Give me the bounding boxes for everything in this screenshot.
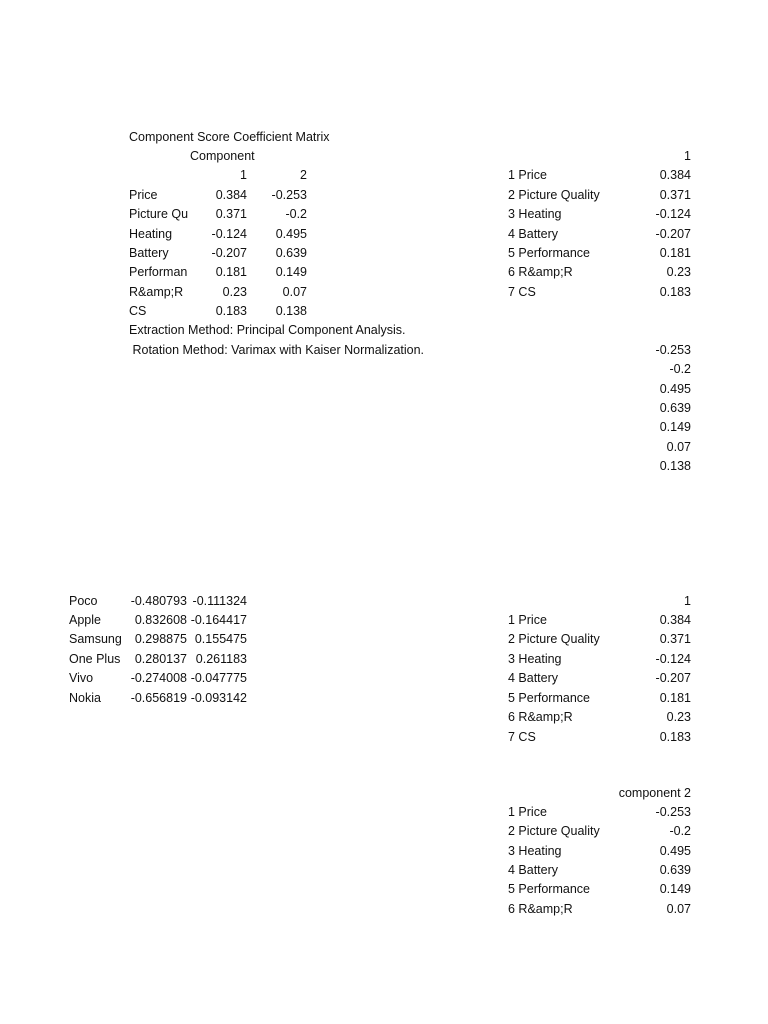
brand-name: Nokia: [69, 691, 101, 705]
brand-score-2: 0.155475: [194, 632, 247, 646]
matrix-cell: 0.138: [275, 304, 307, 318]
matrix-title: Component Score Coefficient Matrix: [129, 130, 330, 144]
table-row-value: 0.07: [666, 902, 691, 916]
column-1-header: 1: [240, 168, 247, 182]
matrix-cell: 0.384: [215, 188, 247, 202]
table-row-label: 6 R&amp;R: [508, 265, 573, 279]
matrix-cell: -0.253: [271, 188, 307, 202]
table-row-label: 7 CS: [508, 730, 536, 744]
column-2-header: 2: [300, 168, 307, 182]
table-row-value: 0.384: [659, 613, 691, 627]
table-row-value: -0.253: [655, 805, 691, 819]
matrix-cell: 0.495: [275, 227, 307, 241]
table-row-label: 4 Battery: [508, 863, 559, 877]
table-row-value: -0.124: [655, 652, 691, 666]
table-row-value: 0.181: [659, 246, 691, 260]
matrix-cell: 0.639: [275, 246, 307, 260]
matrix-cell: 0.183: [215, 304, 247, 318]
column-value: -0.2: [669, 362, 691, 376]
brand-score-1: -0.656819: [130, 691, 187, 705]
matrix-row-label: Picture Qu: [129, 207, 189, 221]
matrix-row-label: CS: [129, 304, 147, 318]
brand-score-1: 0.280137: [134, 652, 187, 666]
table-row-label: 5 Performance: [508, 882, 590, 896]
brand-score-2: -0.093142: [190, 691, 247, 705]
table-row-value: 0.181: [659, 691, 691, 705]
matrix-row-label: Heating: [129, 227, 173, 241]
table-header: component 2: [618, 786, 691, 800]
table-row-value: 0.384: [659, 168, 691, 182]
column-value: 0.495: [659, 382, 691, 396]
table-row-value: 0.371: [659, 188, 691, 202]
rotation-note: Rotation Method: Varimax with Kaiser Normalization.: [129, 343, 425, 357]
matrix-cell: 0.149: [275, 265, 307, 279]
column-value: 0.149: [659, 420, 691, 434]
table-row-value: 0.23: [666, 265, 691, 279]
table-header: 1: [684, 149, 691, 163]
table-row-label: 2 Picture Quality: [508, 824, 600, 838]
brand-name: Vivo: [69, 671, 94, 685]
table-row-label: 6 R&amp;R: [508, 902, 573, 916]
matrix-cell: -0.124: [211, 227, 247, 241]
matrix-row-label: Performan: [129, 265, 188, 279]
table-row-value: 0.183: [659, 285, 691, 299]
table-header: 1: [684, 594, 691, 608]
table-row-label: 3 Heating: [508, 844, 562, 858]
matrix-cell: 0.181: [215, 265, 247, 279]
table-row-label: 1 Price: [508, 168, 547, 182]
table-row-label: 2 Picture Quality: [508, 188, 600, 202]
column-value: 0.07: [666, 440, 691, 454]
table-row-value: 0.23: [666, 710, 691, 724]
component-header: Component: [190, 149, 255, 163]
table-row-label: 3 Heating: [508, 207, 562, 221]
matrix-cell: -0.2: [285, 207, 307, 221]
brand-score-1: 0.832608: [134, 613, 187, 627]
table-row-label: 3 Heating: [508, 652, 562, 666]
matrix-cell: -0.207: [211, 246, 247, 260]
brand-score-1: 0.298875: [134, 632, 187, 646]
column-value: 0.639: [659, 401, 691, 415]
matrix-cell: 0.07: [282, 285, 307, 299]
table-row-label: 5 Performance: [508, 691, 590, 705]
column-value: 0.138: [659, 459, 691, 473]
brand-name: One Plus: [69, 652, 121, 666]
matrix-row-label: Price: [129, 188, 158, 202]
table-row-value: -0.207: [655, 227, 691, 241]
table-row-label: 6 R&amp;R: [508, 710, 573, 724]
table-row-value: 0.639: [659, 863, 691, 877]
table-row-label: 1 Price: [508, 805, 547, 819]
table-row-value: 0.371: [659, 632, 691, 646]
brand-score-2: -0.047775: [190, 671, 247, 685]
table-row-label: 7 CS: [508, 285, 536, 299]
brand-score-2: 0.261183: [195, 652, 247, 666]
table-row-label: 5 Performance: [508, 246, 590, 260]
brand-score-2: -0.164417: [190, 613, 247, 627]
table-row-value: 0.495: [659, 844, 691, 858]
table-row-value: 0.149: [659, 882, 691, 896]
brand-name: Poco: [69, 594, 98, 608]
table-row-value: 0.183: [659, 730, 691, 744]
brand-name: Apple: [69, 613, 101, 627]
column-value: -0.253: [655, 343, 691, 357]
table-row-value: -0.2: [669, 824, 691, 838]
brand-score-1: -0.274008: [130, 671, 187, 685]
matrix-row-label: Battery: [129, 246, 169, 260]
brand-name: Samsung: [69, 632, 122, 646]
table-row-label: 4 Battery: [508, 227, 559, 241]
table-row-label: 1 Price: [508, 613, 547, 627]
brand-score-2: -0.111324: [192, 594, 247, 608]
matrix-cell: 0.23: [222, 285, 247, 299]
table-row-value: -0.124: [655, 207, 691, 221]
brand-score-1: -0.480793: [130, 594, 187, 608]
table-row-label: 4 Battery: [508, 671, 559, 685]
table-row-label: 2 Picture Quality: [508, 632, 600, 646]
matrix-cell: 0.371: [215, 207, 247, 221]
table-row-value: -0.207: [655, 671, 691, 685]
matrix-row-label: R&amp;R: [129, 285, 184, 299]
extraction-note: Extraction Method: Principal Component Analysis.: [129, 323, 406, 337]
